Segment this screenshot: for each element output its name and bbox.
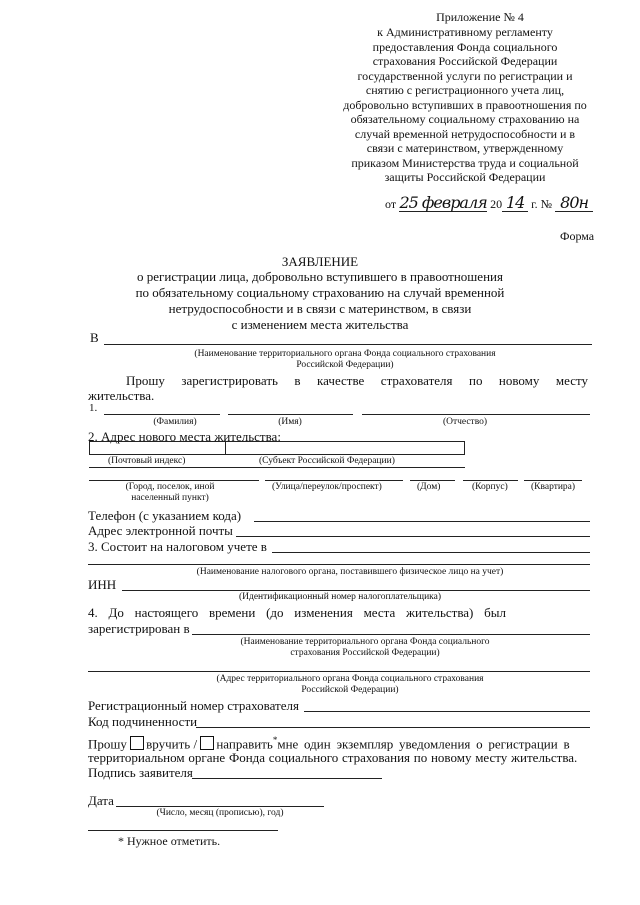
prev-address-field[interactable] — [88, 671, 590, 672]
appendix-text-line: связи с материнством, утвержденному — [366, 141, 564, 155]
order-year-end: г. № — [531, 197, 553, 211]
email-field[interactable] — [236, 536, 590, 537]
item4-text: 4. До настоящего времени (до изменения места жительства) был — [88, 605, 506, 620]
subject-box[interactable] — [225, 441, 465, 455]
tax-field-1[interactable] — [272, 552, 590, 553]
tax-field-2[interactable] — [88, 564, 590, 565]
tax-caption: (Наименование налогового органа, поставившего физическое лицо на учет) — [196, 567, 504, 577]
flat-caption: (Квартира) — [531, 482, 576, 492]
appendix-text-line: случай временной нетрудоспособности и в — [354, 126, 576, 141]
city-caption-line1: (Город, поселок, иной — [125, 482, 215, 492]
city-field[interactable] — [89, 480, 259, 481]
street-caption: (Улица/переулок/проспект) — [272, 482, 382, 492]
name-field[interactable] — [228, 414, 353, 415]
footnote: * Нужное отметить. — [118, 834, 221, 848]
document-subtitle-line: о регистрации лица, добровольно вступившего в правоотношения — [137, 269, 503, 284]
document-subtitle — [110, 269, 530, 333]
send-label: направить — [216, 736, 273, 752]
document-subtitle-line: по обязательному социальному страхованию на случай временной — [135, 285, 505, 300]
appendix-text-line: снятию с регистрационного учета лиц, — [365, 83, 565, 97]
date-caption: (Число, месяц (прописью), год) — [156, 808, 284, 818]
to-caption-line1: (Наименование территориального органа Фонда социального страхования — [194, 349, 496, 359]
patronymic-field[interactable] — [362, 414, 590, 415]
appendix-title: Приложение № 4 — [436, 10, 524, 24]
item1-number: 1. — [89, 402, 98, 414]
subordination-label: Код подчиненности — [88, 714, 198, 729]
city-caption-line2: населенный пункт) — [131, 493, 209, 503]
item3-label: 3. Состоит на налоговом учете в — [88, 539, 267, 554]
to-field[interactable] — [104, 344, 592, 345]
subordination-field[interactable] — [196, 727, 590, 728]
prev-organ-caption-line2: страхования Российской Федерации) — [290, 648, 440, 658]
city-caption — [100, 482, 240, 504]
flat-field[interactable] — [524, 480, 582, 481]
item2-heading: 2. Адрес нового места жительства: — [88, 429, 281, 444]
to-caption-line2: Российской Федерации) — [296, 360, 394, 370]
phone-field[interactable] — [254, 521, 590, 522]
building-field[interactable] — [463, 480, 518, 481]
postcode-caption: (Почтовый индекс) — [108, 456, 186, 466]
request-text: Прошу зарегистрировать в качестве страхователя по новому месту — [126, 373, 588, 388]
street-field[interactable] — [265, 480, 403, 481]
prev-address-caption — [130, 674, 570, 696]
house-caption: (Дом) — [417, 482, 441, 492]
delivery-request-2: территориальном органе Фонда социального страхования по новому месту жительства. — [88, 750, 578, 765]
to-label: В — [90, 330, 99, 345]
appendix-text-line: предоставления Фонда социального — [372, 39, 558, 54]
appendix-text-line: к Административному регламенту — [377, 25, 553, 39]
house-field[interactable] — [410, 480, 455, 481]
patronymic-caption: (Отчество) — [442, 417, 488, 427]
document-title: ЗАЯВЛЕНИЕ — [281, 254, 359, 269]
prev-organ-field[interactable] — [192, 634, 590, 635]
order-year-prefix: 20 — [490, 197, 503, 211]
reg-number-field[interactable] — [304, 711, 590, 712]
order-from: от — [385, 197, 397, 211]
subject-caption: (Субъект Российской Федерации) — [259, 456, 395, 466]
date-label: Дата — [88, 793, 114, 808]
send-checkbox[interactable] — [200, 736, 214, 750]
item4-text-2: зарегистрирован в — [88, 621, 190, 636]
inn-field[interactable] — [122, 590, 590, 591]
appendix-text-line: страхования Российской Федерации — [372, 54, 558, 68]
request-text-2: жительства. — [88, 388, 155, 403]
subject-field[interactable] — [225, 467, 465, 468]
postcode-box[interactable] — [89, 441, 226, 455]
surname-field[interactable] — [104, 414, 220, 415]
prev-address-caption-line2: Российской Федерации) — [301, 685, 399, 695]
document-subtitle-line: нетрудоспособности и в связи с материнством, в связи — [168, 301, 472, 316]
order-year-suffix: 14 — [502, 196, 528, 212]
appendix-text — [330, 25, 600, 185]
appendix-text-line: приказом Министерства труда и социальной — [351, 155, 579, 170]
inn-caption: (Идентификационный номер налогоплательщика) — [238, 592, 442, 602]
appendix-text-line: обязательному социальному страхованию на — [350, 112, 580, 126]
ask-rest: мне один экземпляр уведомления о регистрации в — [277, 736, 570, 752]
inn-label: ИНН — [88, 577, 117, 592]
building-caption: (Корпус) — [472, 482, 508, 492]
order-number: 80н — [555, 196, 593, 212]
order-day-month: 25 февраля — [399, 193, 487, 212]
signature-field[interactable] — [192, 778, 382, 779]
ask-prefix: Прошу — [88, 736, 127, 752]
delivery-request: Прошу вручить / направить*мне один экземпляр уведомления о регистрации в — [88, 735, 570, 752]
order-line — [385, 193, 635, 218]
date-field[interactable] — [116, 806, 324, 807]
document-subtitle-line: с изменением места жительства — [231, 317, 409, 332]
prev-organ-caption-line1: (Наименование территориального органа Фонда социального — [240, 637, 490, 647]
prev-address-caption-line1: (Адрес территориального органа Фонда социального страхования — [216, 674, 484, 684]
to-caption — [130, 349, 560, 371]
reg-number-label: Регистрационный номер страхователя — [88, 698, 299, 713]
postcode-field[interactable] — [89, 467, 227, 468]
hand-over-checkbox[interactable] — [130, 736, 144, 750]
prev-organ-caption — [190, 637, 540, 659]
surname-caption: (Фамилия) — [153, 417, 197, 427]
appendix-text-line: защиты Российской Федерации — [384, 170, 546, 184]
appendix-text-line: государственной услуги по регистрации и — [357, 68, 573, 83]
name-caption: (Имя) — [278, 417, 302, 427]
form-label: Форма — [560, 229, 595, 243]
appendix-text-line: добровольно вступивших в правоотношения по — [343, 97, 587, 112]
phone-label: Телефон (с указанием кода) — [88, 508, 242, 523]
hand-over-label: вручить / — [146, 736, 198, 752]
email-label: Адрес электронной почты — [88, 523, 233, 538]
signature-label: Подпись заявителя — [88, 765, 193, 780]
footnote-divider — [88, 830, 278, 831]
